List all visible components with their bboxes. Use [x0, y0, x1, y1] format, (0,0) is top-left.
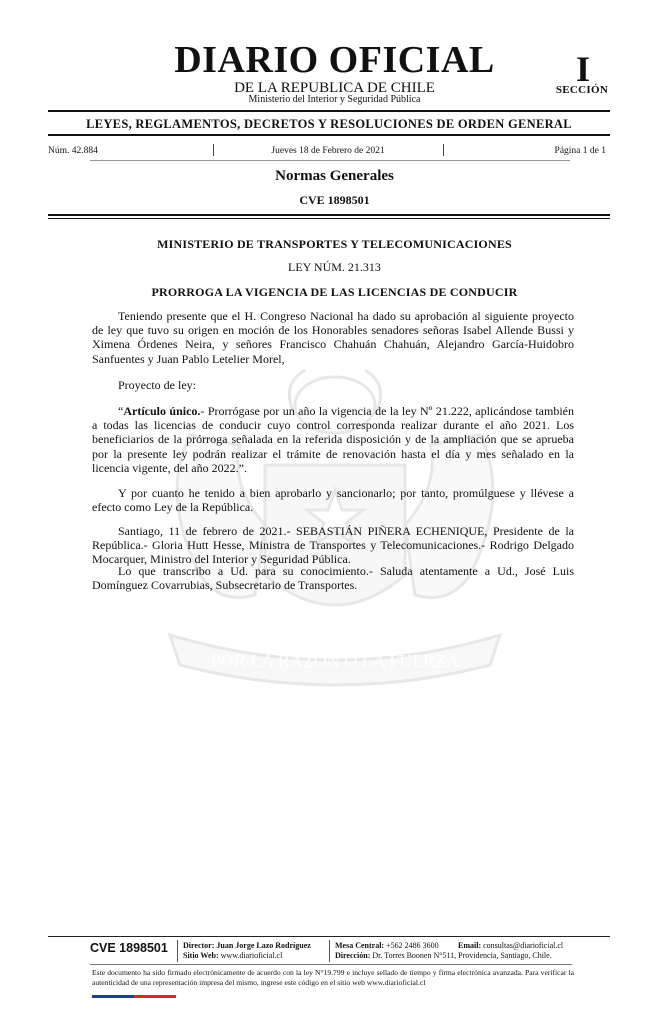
- footer-email: Email: consultas@diarioficial.cl: [458, 941, 564, 950]
- flag-stripe-red: [134, 995, 176, 998]
- header-bottom-rule: [48, 214, 610, 216]
- thin-rule: [90, 160, 570, 161]
- coat-of-arms-watermark: [90, 345, 580, 695]
- article-open-quote: “: [118, 404, 124, 418]
- cve-code: CVE 1898501: [299, 193, 370, 207]
- flag-stripe-blue: [92, 995, 134, 998]
- footer-separator: [177, 940, 178, 962]
- article-heading: Artículo único.: [123, 404, 201, 418]
- watermark-motto: POR LA RAZON O LA FUERZA: [210, 651, 460, 671]
- footer-address: Dirección: Dr. Torres Boonen N°511, Providencia, Santiago, Chile.: [335, 951, 552, 960]
- footer-rule: [48, 936, 610, 937]
- newspaper-subtitle: DE LA REPUBLICA DE CHILE: [234, 80, 435, 96]
- footer-inner-rule: [90, 964, 572, 965]
- issue-number: Núm. 42.884: [48, 146, 98, 156]
- promulgation-paragraph: Y por cuanto he tenido a bien aprobarlo y sancionarlo; por tanto, promúlguese y llévese a efecto como Ley de la República.: [92, 486, 574, 515]
- section-number: I: [575, 49, 590, 89]
- transcription-paragraph: Lo que transcribo a Ud. para su conocimiento.- Saluda atentamente a Ud., José Luis Domínguez Covarrubias, Subsecretario de Transportes.: [92, 564, 574, 593]
- footer-separator: [329, 940, 330, 962]
- category-heading: Normas Generales: [275, 168, 394, 184]
- footer-phone: Mesa Central: +562 2486 3600: [335, 941, 439, 950]
- signatures-paragraph: Santiago, 11 de febrero de 2021.- SEBASTIÁN PIÑERA ECHENIQUE, Presidente de la República.- Gloria Hutt Hesse, Ministra de Transportes y Telecomunicaciones.- Rodrigo Delgado Mocarquer, Ministro del Interior y Seguridad Pública.: [92, 524, 574, 567]
- bill-intro: Proyecto de ley:: [118, 378, 196, 392]
- footer-director: Director: Juan Jorge Lazo Rodríguez: [183, 941, 311, 950]
- law-title: PRORROGA LA VIGENCIA DE LAS LICENCIAS DE CONDUCIR: [151, 285, 518, 299]
- article-paragraph: [92, 404, 574, 475]
- issuing-ministry: MINISTERIO DE TRANSPORTES Y TELECOMUNICACIONES: [157, 237, 512, 251]
- law-number: LEY NÚM. 21.313: [288, 260, 381, 274]
- issue-date: Jueves 18 de Febrero de 2021: [271, 146, 385, 156]
- top-rule: [48, 110, 610, 112]
- section-label: SECCIÓN: [555, 84, 609, 96]
- newspaper-title: DIARIO OFICIAL: [174, 39, 495, 81]
- header-bottom-rule-thin: [48, 218, 610, 219]
- article-text: - Prorrógase por un año la vigencia de la ley Nº 21.222, aplicándose también a todas las licencias de conducir cuyo control corresponda realizar durante el año 2021. Los beneficiarios de la prórroga señalada en la referida disposición y de la ampliación que se aprueba por la presente ley podrán realizar el trámite de renovación hasta el día y mes señalado en la licencia vigente, del año 2022.”.: [92, 404, 574, 475]
- footer-cve-code: CVE 1898501: [90, 941, 168, 955]
- banner-rule: [48, 134, 610, 136]
- laws-banner: LEYES, REGLAMENTOS, DECRETOS Y RESOLUCIONES DE ORDEN GENERAL: [86, 117, 572, 131]
- publisher-ministry: Ministerio del Interior y Seguridad Pública: [248, 94, 421, 105]
- preamble-paragraph: Teniendo presente que el H. Congreso Nacional ha dado su aprobación al siguiente proyecto de ley que tuvo su origen en moción de los Honorables senadores señoras Isabel Allende Bussi y Ximena Órdenes Neira, y señores Francisco Chahuán Chahuán, Alejandro García-Huidobro Sanfuentes y Juan Pablo Letelier Morel,: [92, 309, 574, 366]
- digital-signature-disclaimer: Este documento ha sido firmado electrónicamente de acuerdo con la ley N°19.799 e incluye sellado de tiempo y firma electrónica avanzada. Para verificar la autenticidad de una representación impresa del mismo, ingrese este código en el sitio web www.diarioficial.cl: [92, 968, 574, 987]
- footer-website: Sitio Web: www.diarioficial.cl: [183, 951, 283, 960]
- page-indicator: Página 1 de 1: [554, 146, 606, 156]
- info-separator: [443, 144, 444, 156]
